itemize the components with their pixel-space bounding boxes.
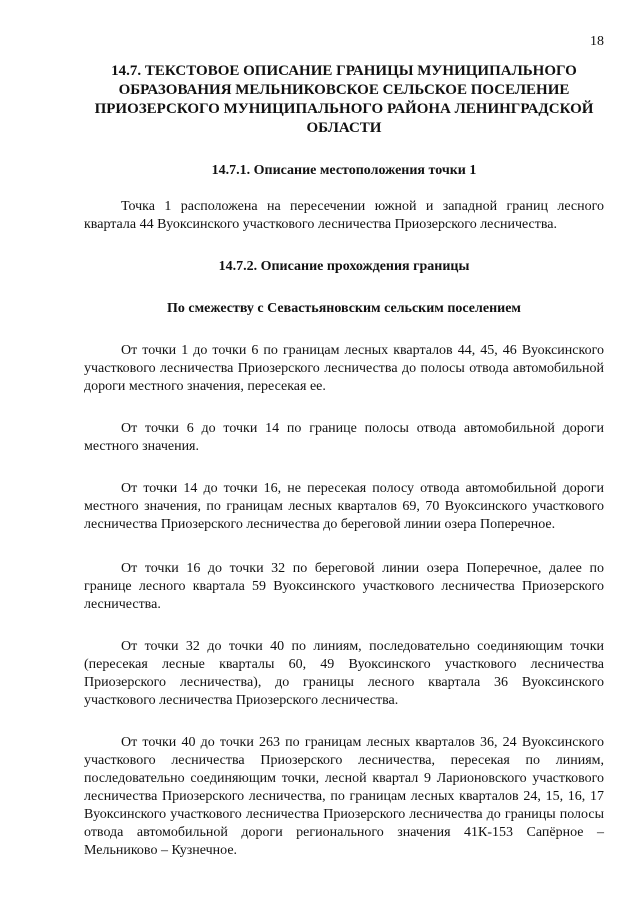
section-1-paragraph: Точка 1 расположена на пересечении южной и западной границ лесного квартала 44 Вуоксинского участкового лесничества Приозерского лесничества.	[84, 199, 604, 232]
boundary-paragraph-5: От точки 32 до точки 40 по линиям, последовательно соединяющим точки (пересекая лесные кварталы 60, 49 Вуоксинского участкового лесничества Приозерского лесничества), до границы лесного квартала 36 Вуоксинского участкового лесничества Приозерского лесничества.	[84, 639, 604, 708]
document-content	[84, 62, 604, 860]
boundary-paragraph-3: От точки 14 до точки 16, не пересекая полосу отвода автомобильной дороги местного значения, по границам лесных кварталов 69, 70 Вуоксинского участкового лесничества Приозерского лесничества до береговой линии озера Поперечное.	[84, 481, 604, 532]
section-2-heading: 14.7.2. Описание прохождения границы	[218, 259, 470, 274]
document-title: 14.7. ТЕКСТОВОЕ ОПИСАНИЕ ГРАНИЦЫ МУНИЦИПАЛЬНОГО ОБРАЗОВАНИЯ МЕЛЬНИКОВСКОЕ СЕЛЬСКОЕ ПОСЕЛЕНИЕ ПРИОЗЕРСКОГО МУНИЦИПАЛЬНОГО РАЙОНА ЛЕНИНГРАДСКОЙ ОБЛАСТИ	[94, 63, 594, 136]
boundary-paragraph-1: От точки 1 до точки 6 по границам лесных кварталов 44, 45, 46 Вуоксинского участкового лесничества Приозерского лесничества до полосы отвода автомобильной дороги местного значения, пересекая ее.	[84, 343, 604, 394]
boundary-paragraph-6: От точки 40 до точки 263 по границам лесных кварталов 36, 24 Вуоксинского участкового лесничества Приозерского лесничества, пересекая по линиям, последовательно соединяющим точки, лесной квартал 9 Ларионовского участкового лесничества Приозерского лесничества, по границам лесных кварталов 24, 15, 16, 17 Вуоксинского участкового лесничества Приозерского лесничества до границы полосы отвода автомобильной дороги регионального значения 41К-153 Сапёрное – Мельниково – Кузнечное.	[84, 735, 604, 858]
section-2-subheading: По смежеству с Севастьяновским сельским поселением	[167, 301, 521, 316]
section-1-heading: 14.7.1. Описание местоположения точки 1	[211, 163, 477, 178]
page-number: 18	[590, 34, 604, 49]
boundary-paragraph-4: От точки 16 до точки 32 по береговой линии озера Поперечное, далее по границе лесного квартала 59 Вуоксинского участкового лесничества Приозерского лесничества.	[84, 561, 604, 612]
boundary-paragraph-2: От точки 6 до точки 14 по границе полосы отвода автомобильной дороги местного значения.	[84, 421, 604, 454]
